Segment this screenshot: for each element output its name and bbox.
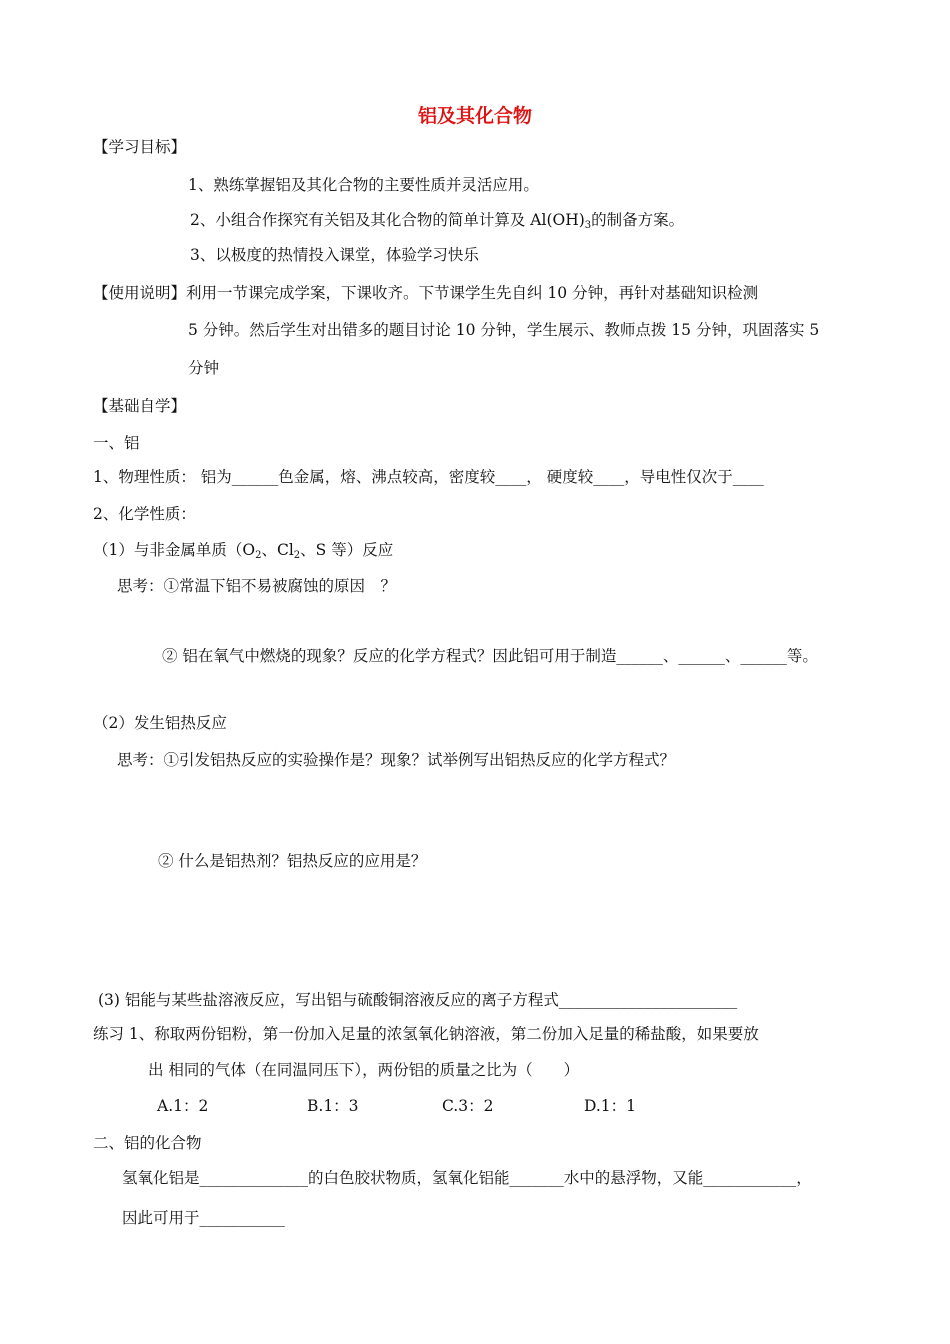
hydroxide-line-2: 因此可用于___________ — [122, 1209, 285, 1227]
usage-line-2: 5 分钟。然后学生对出错多的题目讨论 10 分钟，学生展示、教师点拨 15 分钟，巩固落实 5 — [188, 321, 820, 339]
think-1b: ② 铝在氧气中燃烧的现象？反应的化学方程式？因此铝可用于制造______、______、______等。 — [162, 647, 818, 665]
usage-line-1: 【使用说明】利用一节课完成学案，下课收齐。下节课学生先自纠 10 分钟，再针对基础知识检测 — [93, 284, 759, 302]
think-2a: 思考：①引发铝热反应的实验操作是？现象？试举例写出铝热反应的化学方程式？ — [117, 751, 676, 769]
objective-item-2: 2、小组合作探究有关铝及其化合物的简单计算及 $Al(OH)_3$的制备方案。 — [190, 211, 685, 231]
think-1a: 思考：①常温下铝不易被腐蚀的原因 ？ — [117, 577, 397, 595]
objective-item-1: 1、熟练掌握铝及其化合物的主要性质并灵活应用。 — [188, 176, 539, 194]
reaction-nonmetal: （1）与非金属单质（$O_2$、$Cl_2$、S 等）反应 — [93, 541, 394, 561]
section-compounds: 二、铝的化合物 — [93, 1134, 202, 1152]
page-title: 铝及其化合物 — [417, 105, 532, 127]
objectives-heading: 【学习目标】 — [93, 138, 187, 156]
exercise-line-1: 练习 1、称取两份铝粉，第一份加入足量的浓氢氧化钠溶液，第二份加入足量的稀盐酸，如果要放 — [93, 1025, 759, 1043]
option-c: C.3：2 — [442, 1097, 494, 1115]
chemical-properties: 2、化学性质： — [93, 505, 196, 523]
usage-heading: 【使用说明】 — [93, 284, 187, 302]
usage-line-3: 分钟 — [188, 359, 220, 377]
hydroxide-line-1: 氢氧化铝是______________的白色胶状物质，氢氧化铝能_______水中的悬浮物，又能____________， — [122, 1169, 812, 1187]
objective-item-3: 3、以极度的热情投入课堂，体验学习快乐 — [190, 246, 479, 264]
option-d: D.1：1 — [584, 1097, 637, 1115]
basics-heading: 【基础自学】 — [93, 397, 187, 415]
option-a: A.1：2 — [157, 1097, 209, 1115]
reaction-thermite: （2）发生铝热反应 — [93, 714, 227, 732]
physical-properties: 1、物理性质： 铝为______色金属，熔、沸点较高，密度较____， 硬度较____，导电性仅次于____ — [93, 468, 764, 486]
reaction-salt: (3) 铝能与某些盐溶液反应，写出铝与硫酸铜溶液反应的离子方程式_______________________ — [98, 991, 738, 1009]
exercise-line-2: 出 相同的气体（在同温同压下），两份铝的质量之比为（ ） — [148, 1061, 580, 1079]
option-b: B.1：3 — [307, 1097, 359, 1115]
think-2b: ② 什么是铝热剂？铝热反应的应用是？ — [158, 852, 427, 870]
section-aluminum: 一、铝 — [93, 434, 140, 452]
